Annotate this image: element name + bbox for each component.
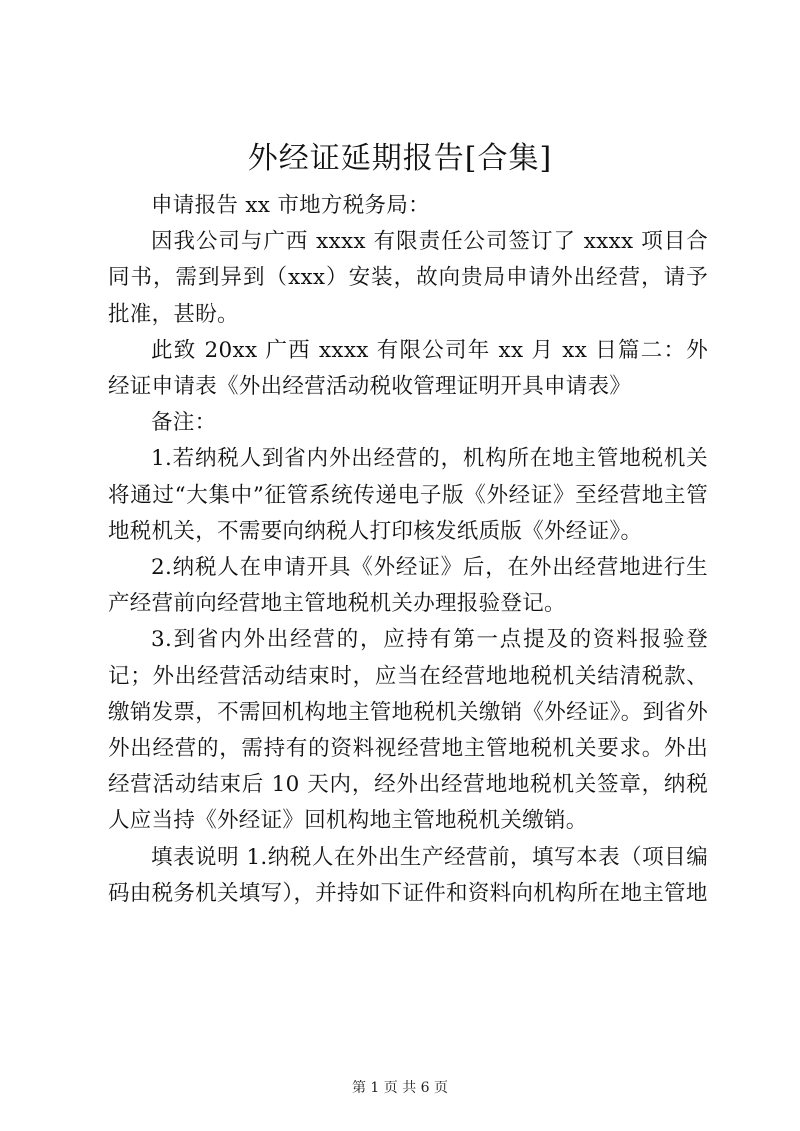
document-body	[108, 188, 708, 912]
paragraph: 因我公司与广西 xxxx 有限责任公司签订了 xxxx 项目合同书，需到异到（xxx）安装，故向贵局申请外出经营，请予批准，甚盼。	[108, 229, 708, 327]
paragraph: 1.若纳税人到省内外出经营的，机构所在地主管地税机关将通过“大集中”征管系统传递电子版《外经证》至经营地主管地税机关，不需要向纳税人打印核发纸质版《外经证》。	[108, 446, 708, 544]
paragraph: 备注：	[151, 410, 217, 436]
paragraph: 3.到省内外出经营的，应持有第一点提及的资料报验登记；外出经营活动结束时，应当在经营地地税机关结清税款、缴销发票，不需回机构地主管地税机关缴销《外经证》。到省外外出经营的，需持有的资料视经营地主管地税机关要求。外出经营活动结束后 10 天内，经外出经营地地税机关签章，纳税人应当持《外经证》回机构地主管地税机关缴销。	[108, 627, 708, 834]
page-number-footer: 第 1 页 共 6 页	[351, 1080, 449, 1096]
paragraph: 2.纳税人在申请开具《外经证》后，在外出经营地进行生产经营前向经营地主管地税机关办理报验登记。	[108, 555, 708, 617]
paragraph: 申请报告 xx 市地方税务局：	[151, 193, 430, 218]
document-title: 外经证延期报告[合集]	[247, 141, 553, 176]
paragraph: 此致 20xx 广西 xxxx 有限公司年 xx 月 xx 日篇二：外经证申请表《外出经营活动税收管理证明开具申请表》	[108, 337, 708, 400]
paragraph: 填表说明 1.纳税人在外出生产经营前，填写本表（项目编码由税务机关填写），并持如下证件和资料向机构所在地主管地	[108, 844, 708, 906]
